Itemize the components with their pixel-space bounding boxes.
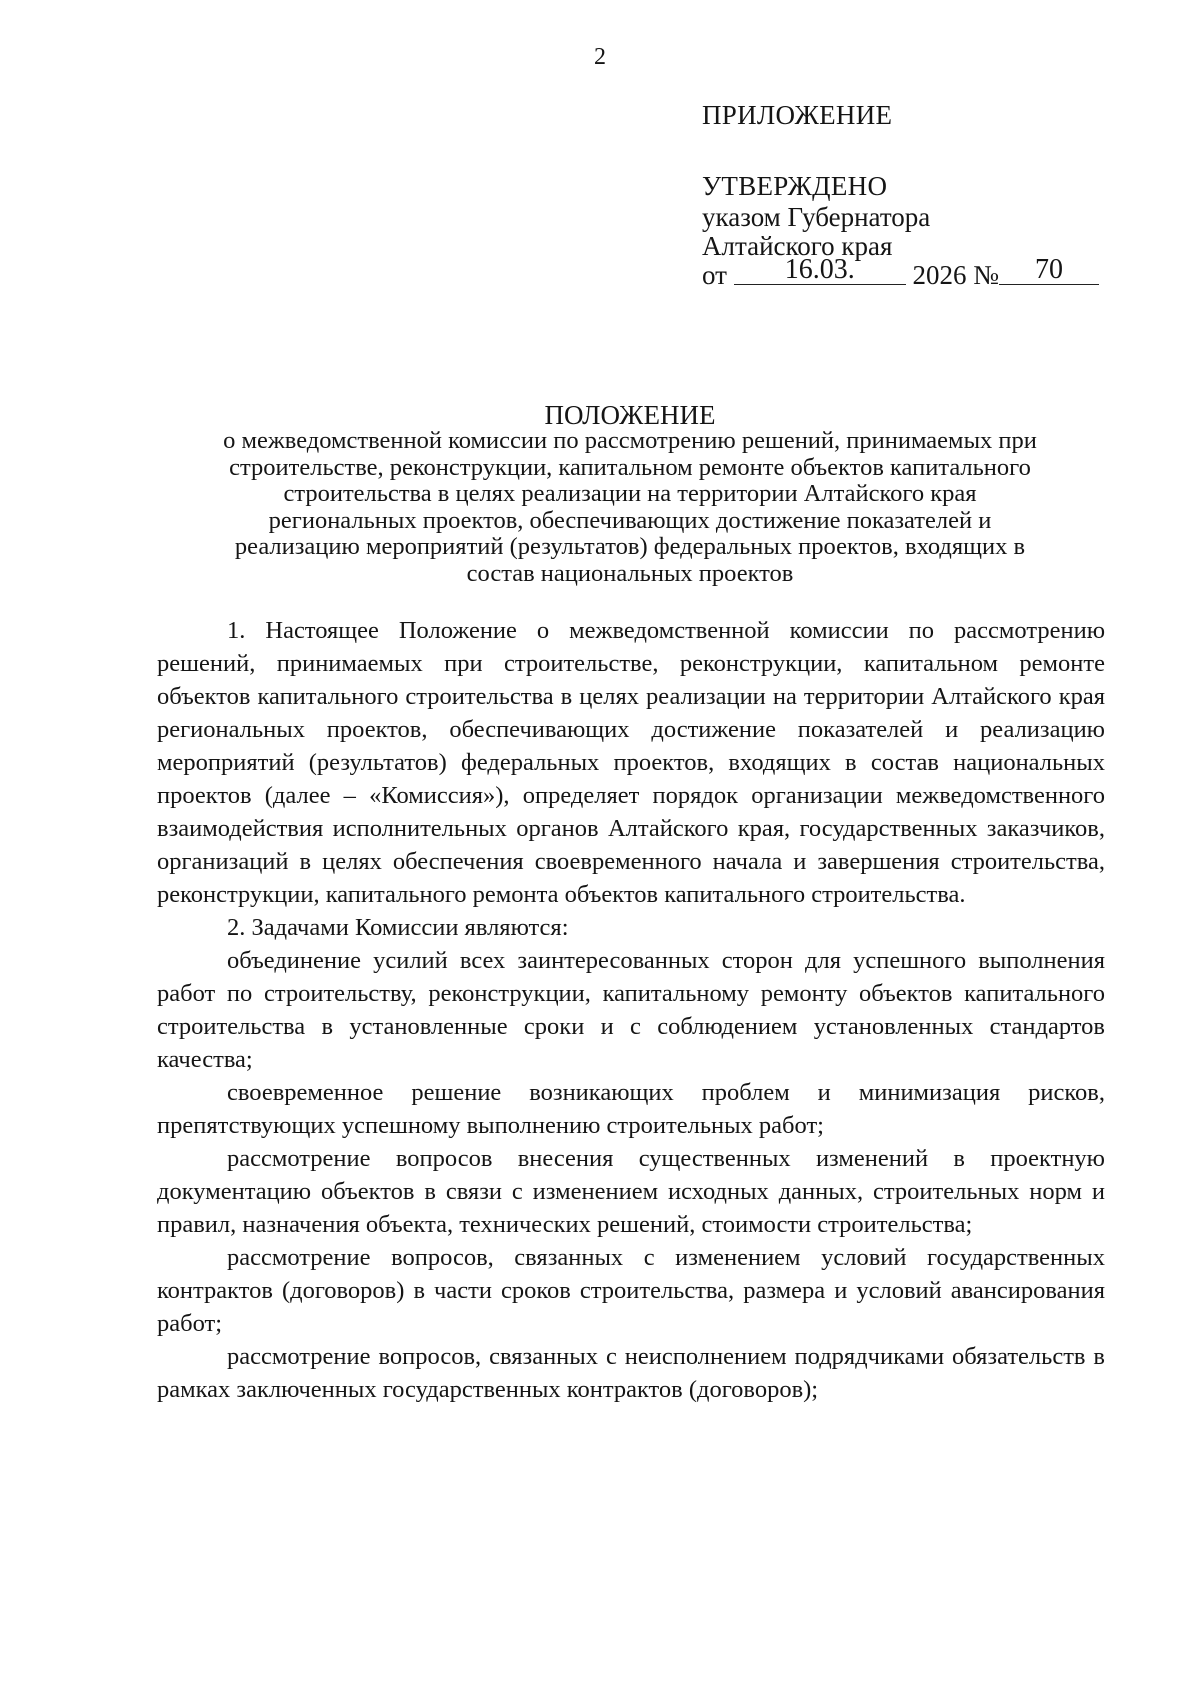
approval-block (702, 172, 1099, 291)
date-prefix: от (702, 260, 727, 290)
appendix-label: ПРИЛОЖЕНИЕ (702, 100, 893, 130)
date-year: 2026 № (912, 260, 999, 290)
subtitle-line: строительства в целях реализации на территории Алтайского края (283, 480, 977, 507)
approval-authority: указом Губернатора (702, 202, 931, 232)
subtitle-line: строительстве, реконструкции, капитальном ремонте объектов капитального (229, 453, 1031, 481)
document-subtitle (155, 428, 1105, 587)
page-number: 2 (594, 44, 606, 70)
date-value: 16.03. (734, 255, 906, 285)
task-item: объединение усилий всех заинтересованных сторон для успешного выполнения работ по строительству, реконструкции, капитальному ремонту объектов капитального строительства в установленные сроки и с соблюдением установленных стандартов качества; (157, 947, 1105, 1073)
document-title: ПОЛОЖЕНИЕ (544, 400, 716, 430)
document-body (157, 614, 1105, 1406)
paragraph-2: 2. Задачами Комиссии являются: (227, 914, 569, 941)
approval-region: Алтайского края (702, 231, 893, 261)
task-item: рассмотрение вопросов внесения существенных изменений в проектную документацию объектов в связи с изменением исходных данных, строительных норм и правил, назначения объекта, технических решений, стоимости строительства; (157, 1145, 1105, 1238)
decree-number: 70 (999, 255, 1099, 285)
approval-heading: УТВЕРЖДЕНО (702, 171, 888, 201)
approval-date-line (702, 254, 1099, 291)
subtitle-line: региональных проектов, обеспечивающих достижение показателей и (268, 506, 992, 534)
subtitle-line: о межведомственной комиссии по рассмотрению решений, принимаемых при (223, 427, 1037, 454)
subtitle-line: реализацию мероприятий (результатов) федеральных проектов, входящих в (234, 533, 1026, 560)
subtitle-line: состав национальных проектов (466, 559, 794, 587)
task-item: рассмотрение вопросов, связанных с неисполнением подрядчиками обязательств в рамках заключенных государственных контрактов (договоров); (157, 1343, 1105, 1403)
task-item: рассмотрение вопросов, связанных с изменением условий государственных контрактов (договоров) в части сроков строительства, размера и условий авансирования работ; (157, 1244, 1105, 1337)
paragraph-1: 1. Настоящее Положение о межведомственной комиссии по рассмотрению решений, принимаемых при строительстве, реконструкции, капитальном ремонте объектов капитального строительства в целях реализации на территории Алтайского края региональных проектов, обеспечивающих достижение показателей и реализацию мероприятий (результатов) федеральных проектов, входящих в состав национальных проектов (далее – «Комиссия»), определяет порядок организации межведомственного взаимодействия исполнительных органов Алтайского края, государственных заказчиков, организаций в целях обеспечения своевременного начала и завершения строительства, реконструкции, капитального ремонта объектов капитального строительства. (157, 617, 1105, 908)
task-item: своевременное решение возникающих проблем и минимизация рисков, препятствующих успешному выполнению строительных работ; (157, 1079, 1105, 1139)
